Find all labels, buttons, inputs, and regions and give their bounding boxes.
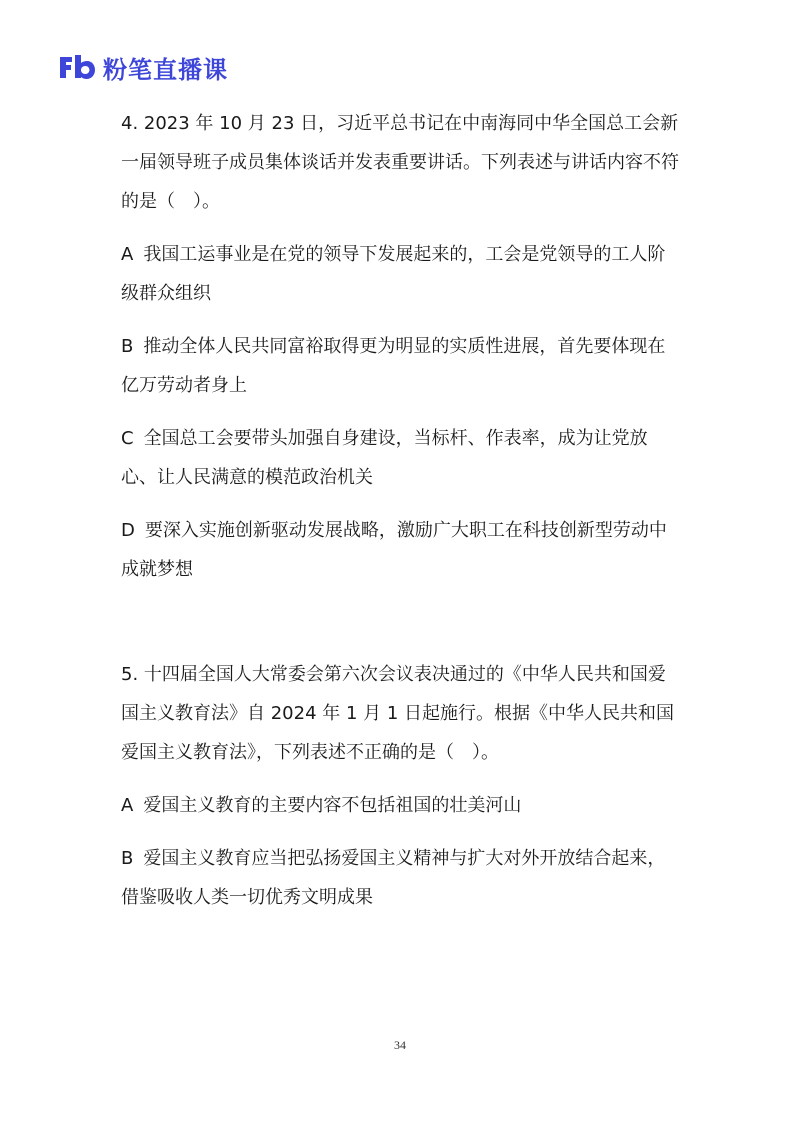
option-text: 爱国主义教育应当把弘扬爱国主义精神与扩大对外开放结合起来，借鉴吸收人类一切优秀文明成果 [121,848,666,908]
option-text: 我国工运事业是在党的领导下发展起来的，工会是党领导的工人阶级群众组织 [121,244,666,304]
brand-name: 粉笔直播课 [103,55,228,84]
option-text: 要深入实施创新驱动发展战略，激励广大职工在科技创新型劳动中成就梦想 [121,520,667,580]
option-letter: C [121,428,134,449]
question-5-stem: 5. 十四届全国人大常委会第六次会议表决通过的《中华人民共和国爱国主义教育法》自 2024 年 1 月 1 日起施行。根据《中华人民共和国爱国主义教育法》，下列表述不正确的是（ ）。 [121,664,675,763]
option-text: 推动全体人民共同富裕取得更为明显的实质性进展，首先要体现在亿万劳动者身上 [121,336,666,396]
option-letter: A [121,795,134,816]
fb-logo-icon [57,51,97,83]
page-number: 34 [394,1038,406,1052]
option-letter: A [121,244,134,265]
question-4-stem: 4. 2023 年 10 月 23 日，习近平总书记在中南海同中华全国总工会新一届领导班子成员集体谈话并发表重要讲话。下列表述与讲话内容不符的是（ ）。 [121,113,679,212]
question-4-option-a [121,235,681,313]
question-content [121,104,681,917]
header [57,50,228,84]
question-4-option-c [121,419,681,497]
question-5-option-b [121,839,681,917]
option-text: 全国总工会要带头加强自身建设，当标杆、作表率，成为让党放心、让人民满意的模范政治机关 [121,428,648,488]
question-4-option-d [121,511,681,589]
question-5-option-a [121,786,681,825]
option-letter: D [121,520,135,541]
option-letter: B [121,336,134,357]
question-4-option-b [121,327,681,405]
option-text: 爱国主义教育的主要内容不包括祖国的壮美河山 [143,795,522,816]
option-letter: B [121,848,134,869]
